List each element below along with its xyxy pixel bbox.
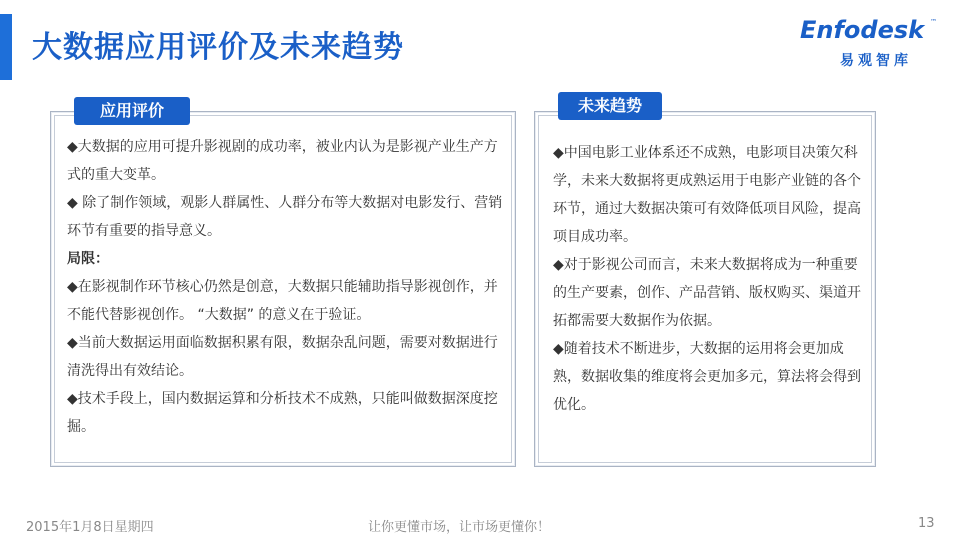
evaluation-content — [67, 133, 507, 441]
evaluation-paragraph: ◆当前大数据运用面临数据积累有限，数据杂乱问题，需要对数据进行清洗得出有效结论。 — [67, 335, 498, 379]
trends-paragraph: ◆随着技术不断进步，大数据的运用将会更加成熟，数据收集的维度将会更加多元，算法将会得到优化。 — [553, 341, 861, 413]
logo-brand-text: Enfodesk — [800, 16, 925, 44]
title-accent-bar — [0, 14, 12, 80]
limitations-heading: 局限： — [67, 251, 109, 267]
enfodesk-logo — [800, 16, 940, 70]
trends-paragraph: ◆中国电影工业体系还不成熟，电影项目决策欠科学，未来大数据将更成熟运用于电影产业链的各个环节，通过大数据决策可有效降低项目风险，提高项目成功率。 — [553, 145, 861, 245]
evaluation-tab-label: 应用评价 — [74, 97, 190, 125]
trends-paragraph: ◆对于影视公司而言，未来大数据将成为一种重要的生产要素，创作、产品营销、版权购买、渠道开拓都需要大数据作为依据。 — [553, 257, 861, 329]
trends-content — [553, 139, 865, 419]
footer-date: 2015年1月8日星期四 — [26, 520, 154, 535]
page-title: 大数据应用评价及未来趋势 — [32, 30, 404, 65]
footer-slogan: 让你更懂市场，让市场更懂你！ — [368, 520, 551, 535]
evaluation-paragraph: ◆技术手段上，国内数据运算和分析技术不成熟，只能叫做数据深度挖掘。 — [67, 391, 498, 435]
evaluation-paragraph: ◆大数据的应用可提升影视剧的成功率，被业内认为是影视产业生产方式的重大变革。 — [67, 139, 498, 183]
evaluation-paragraph: ◆在影视制作环节核心仍然是创意，大数据只能辅助指导影视创作，并不能代替影视创作。 “大数据” 的意义在于验证。 — [67, 279, 498, 323]
logo-trademark: ™ — [930, 18, 937, 26]
page-number: 13 — [918, 516, 935, 531]
logo-chinese-text: 易观智库 — [840, 53, 912, 69]
trends-tab-label: 未来趋势 — [558, 92, 662, 120]
evaluation-paragraph: ◆ 除了制作领域，观影人群属性、人群分布等大数据对电影发行、营销环节有重要的指导意义。 — [67, 195, 503, 239]
